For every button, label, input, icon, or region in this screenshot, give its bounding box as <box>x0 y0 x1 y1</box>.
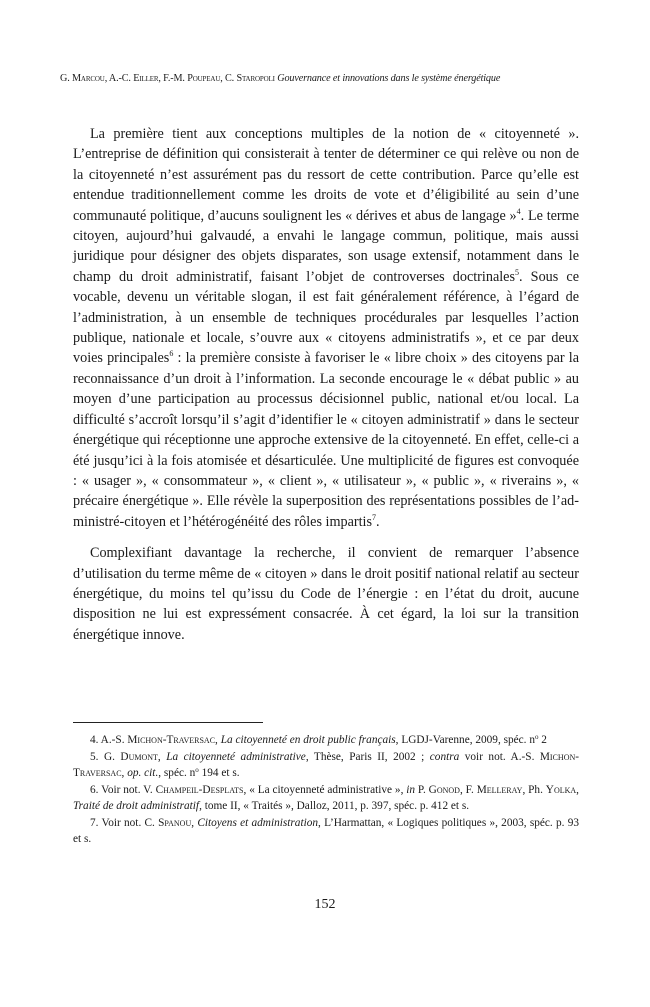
footnote <box>73 732 579 749</box>
paragraph-text: . Le terme citoyen, aujourd’hui galvaudé, a envahi le langage commun, politique, mais aussi juridique pour désigner des objets disparates, son usage extensif, notamment dans le champ du droit administratif, faisant l’objet de controverses doctrinales <box>73 207 579 285</box>
footnote-text: , tome II, « Traités », Dalloz, 2011, p. 397, spéc. p. 412 et s. <box>199 800 470 812</box>
footnote-ref: 5 <box>515 267 520 277</box>
footnote-text: , <box>191 816 198 829</box>
footnote-text: 7. Voir not. C. <box>90 816 159 829</box>
footnote-text: 194 et s. <box>198 767 240 779</box>
footnote-text: 6. Voir not. V. <box>90 783 156 796</box>
footnote-text: contra <box>429 750 460 763</box>
footnote-text: , <box>576 783 579 796</box>
footnotes <box>73 732 579 848</box>
running-head-text: , C. <box>220 73 237 84</box>
author-name: Yolka <box>545 783 577 796</box>
work-title: Traité de droit administratif <box>73 800 200 812</box>
author-name: Spanou <box>158 816 192 829</box>
author-name: Marcou <box>72 73 105 84</box>
footnote-text: , LGDJ-Varenne, 2009, spéc. n <box>395 734 535 746</box>
author-name: Gonod <box>428 783 460 796</box>
footnote <box>73 815 579 848</box>
footnote-text: , spéc. n <box>158 767 196 779</box>
footnote-text: , <box>157 750 167 763</box>
footnote-text: 5. G. <box>90 750 121 763</box>
numero-sup: o <box>195 766 199 774</box>
paragraph-text: La première tient aux conceptions multiples de la notion de « citoyenneté ». L’entreprise de définition qui consisterait à tenter de déterminer ce qui relève ou non de la citoyenneté n’est assurément pas du ressort de cette contribution. Parce qu’elle est entendue traditionnellement comme les droits de vote et d’éligibilité au sein d’une communauté politique, d’aucuns soulignent les « dérives et abus de langage » <box>73 126 579 224</box>
footnote-text: 4. A.-S. <box>90 734 128 746</box>
paragraph <box>73 124 579 532</box>
page-number: 152 <box>314 897 336 912</box>
running-head <box>60 72 595 85</box>
footnote-text: , Ph. <box>522 783 546 796</box>
work-title: La citoyenneté en droit public français <box>220 734 396 746</box>
footnote-text: , F. <box>459 783 477 796</box>
work-title: La citoyenneté administrative <box>166 750 306 763</box>
footnote-ref: 6 <box>169 349 174 359</box>
footnote-text: P. <box>415 783 429 796</box>
work-title: Citoyens et administration <box>197 816 319 829</box>
author-name: Michon-Traversac <box>73 750 580 779</box>
footnote-ref: 7 <box>372 512 377 522</box>
author-name: Staropoli <box>236 73 275 84</box>
numero-sup: o <box>534 733 539 741</box>
running-head-title: Gouvernance et innovations dans le système énergétique <box>277 73 501 84</box>
footnote-text: , « La citoyenneté administrative », <box>243 783 407 796</box>
footnote-text: op. cit. <box>127 767 159 779</box>
footnote-text: in <box>406 783 416 796</box>
author-name: Eiller <box>133 73 159 84</box>
footnote <box>73 749 579 782</box>
paragraph: Complexifiant davantage la recherche, il convient de remarquer l’absence d’utilisation du terme même de « citoyen » dans le droit positif national relatif au secteur énergétique, du moins tel qu’issu du Code de l’énergie : en l’état du droit, aucune disposition ne lui est expressément consacrée. À cet égard, la loi sur la transition énergétique innove. <box>73 545 579 643</box>
footnote-text: , Thèse, Paris II, 2002 ; <box>305 750 430 763</box>
footnote <box>73 782 579 815</box>
paragraph-text: : la première consiste à favoriser le « libre choix » des citoyens par la reconnaissance d’un droit à l’information. La seconde encourage le « débat public » au moyen d’une participation au processus décisionnel public, national et/ou local. La difficulté s’accroît lorsqu’il s’agit d’identifier le « citoyen administratif » dans le secteur énergétique qui réceptionne une approche extensive de la citoyenneté. En effet, celle-ci a été jusqu’ici à la fois atomisée et désarticulée. Une multiplicité de figures est convoquée : « usager », « consommateur », « client », « utilisateur », « public », « riverains », « précaire énergétique ». Elle révèle la superposition des représentations possibles de l’administré-citoyen et l’hétérogénéité des rôles impartis <box>73 350 579 530</box>
footnote-text: , L’Harmattan, « Logiques politiques », 2003, spéc. p. 93 et s. <box>73 816 579 845</box>
footnote-rule <box>73 722 263 723</box>
footnote-text: voir not. A.-S. <box>459 750 540 763</box>
running-head-text: G. <box>60 73 73 84</box>
footnote-text: 2 <box>538 734 547 746</box>
paragraph-text: . <box>376 513 380 530</box>
running-head-text: , F.-M. <box>158 73 188 84</box>
footnote-text: , <box>121 767 128 779</box>
body-text <box>73 124 579 656</box>
author-name: Champeil-Desplats <box>155 783 244 796</box>
author-name: Dumont <box>120 750 158 763</box>
author-name: Melleray <box>476 783 523 796</box>
author-name: Michon-Traversac <box>127 734 216 746</box>
footnote-ref: 4 <box>516 206 521 216</box>
footnote-text: , <box>215 734 221 746</box>
author-name: Poupeau <box>187 73 221 84</box>
paragraph-text: . Sous ce vocable, devenu un véritable slogan, il est fait généralement référence, à l’égard de l’administration, à un ensemble de techniques procédurales par lesquelles l’action publique, nationale et locale, s’ouvre aux « citoyens administratifs », et ce par deux voies principales <box>73 268 579 367</box>
running-head-text: , A.-C. <box>104 73 134 84</box>
